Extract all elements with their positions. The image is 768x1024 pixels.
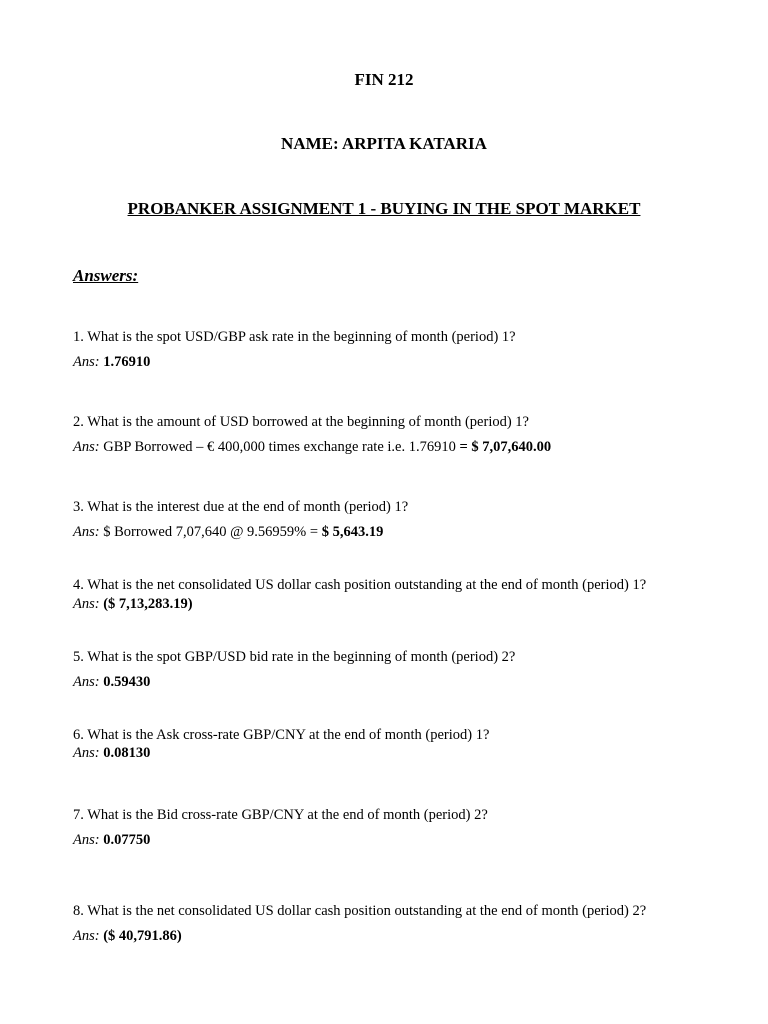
answer-label: Ans:	[73, 745, 100, 761]
answer-label: Ans:	[73, 439, 100, 455]
answer-3	[73, 524, 383, 541]
answer-label: Ans:	[73, 928, 100, 944]
answer-4	[73, 596, 193, 613]
answer-value: $ 5,643.19	[321, 524, 384, 540]
answer-label: Ans:	[73, 524, 100, 540]
question-5: 5. What is the spot GBP/USD bid rate in the beginning of month (period) 2?	[73, 649, 516, 665]
answer-value: 0.07750	[103, 832, 151, 848]
assignment-title: PROBANKER ASSIGNMENT 1 - BUYING IN THE SPOT MARKET	[127, 199, 641, 218]
answer-label: Ans:	[73, 354, 100, 370]
student-name: NAME: ARPITA KATARIA	[281, 134, 487, 153]
question-2: 2. What is the amount of USD borrowed at the beginning of month (period) 1?	[73, 414, 529, 430]
answers-heading: Answers:	[73, 266, 139, 285]
question-1: 1. What is the spot USD/GBP ask rate in the beginning of month (period) 1?	[73, 329, 516, 345]
answer-label: Ans:	[73, 674, 100, 690]
answer-8	[73, 928, 182, 945]
answer-value: ($ 40,791.86)	[103, 928, 182, 944]
question-8: 8. What is the net consolidated US dollar cash position outstanding at the end of month (period) 2?	[73, 903, 647, 919]
question-6: 6. What is the Ask cross-rate GBP/CNY at the end of month (period) 1?	[73, 727, 490, 743]
answer-6	[73, 745, 150, 762]
answer-7	[73, 832, 150, 849]
answer-value: = $ 7,07,640.00	[459, 439, 552, 455]
answer-5	[73, 674, 150, 691]
answer-value: 0.59430	[103, 674, 151, 690]
answer-label: Ans:	[73, 832, 100, 848]
course-code: FIN 212	[354, 70, 414, 89]
answer-1	[73, 354, 150, 371]
answer-value: ($ 7,13,283.19)	[103, 596, 193, 612]
answer-label: Ans:	[73, 596, 100, 612]
question-7: 7. What is the Bid cross-rate GBP/CNY at the end of month (period) 2?	[73, 807, 488, 823]
question-4: 4. What is the net consolidated US dollar cash position outstanding at the end of month (period) 1?	[73, 577, 647, 593]
question-3: 3. What is the interest due at the end of month (period) 1?	[73, 499, 409, 515]
answer-value: 0.08130	[103, 745, 151, 761]
answer-value: 1.76910	[103, 354, 151, 370]
answer-text: GBP Borrowed – € 400,000 times exchange rate i.e. 1.76910	[103, 439, 456, 455]
answer-2	[73, 439, 551, 456]
answer-text: $ Borrowed 7,07,640 @ 9.56959% =	[103, 524, 319, 540]
